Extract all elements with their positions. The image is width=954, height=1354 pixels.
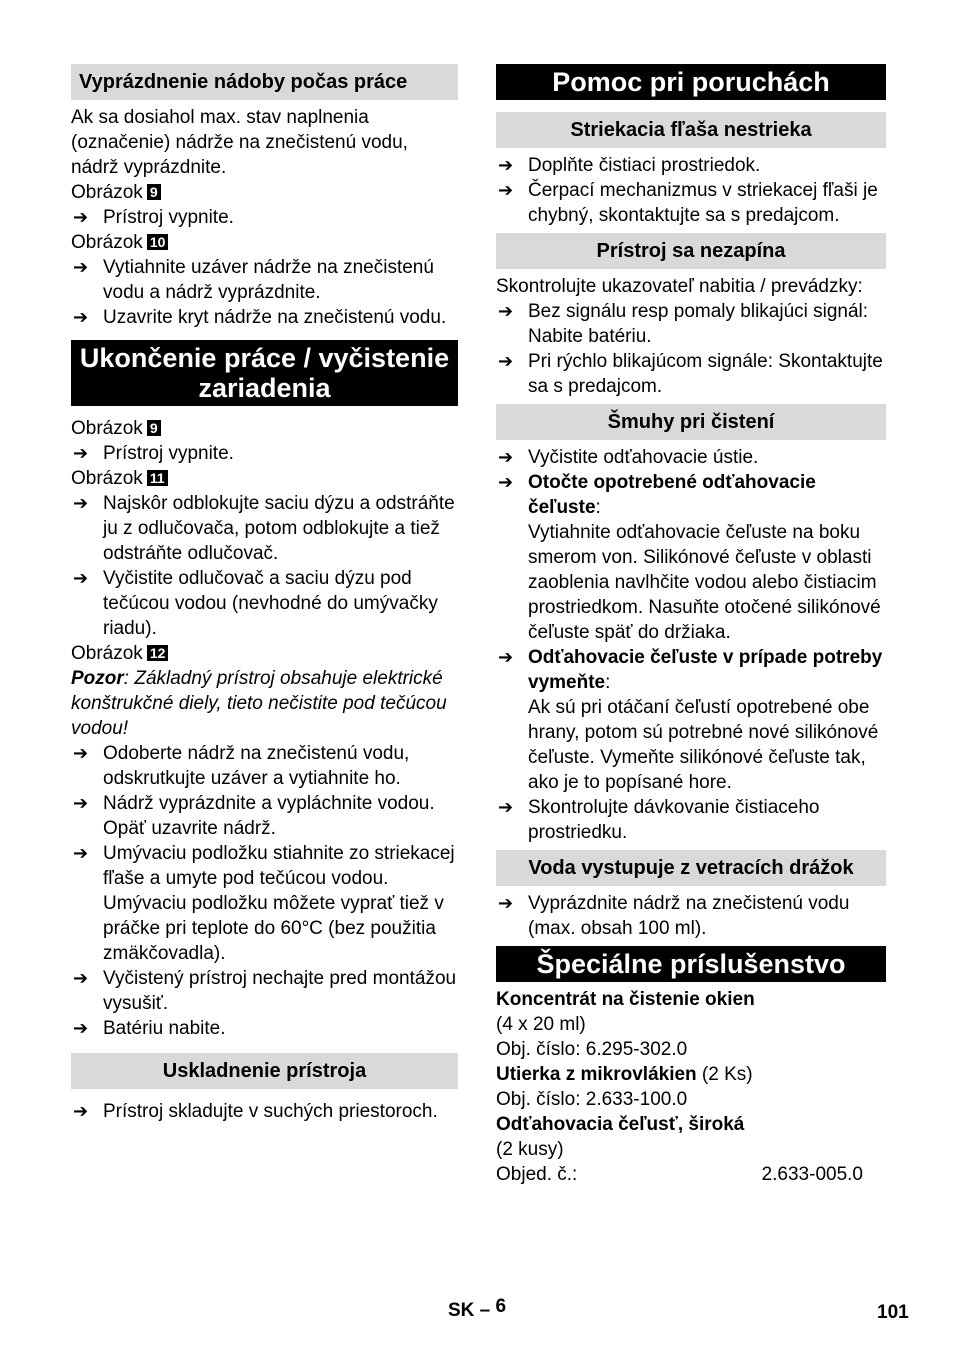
- list-item: ➔ Pri rýchlo blikajúcom signále: Skontaktujte sa s predajcom.: [498, 351, 883, 397]
- right-column: [496, 64, 886, 1187]
- figure-ref-12: Obrázok 12: [71, 641, 458, 666]
- arrow-right-icon: ➔: [498, 893, 514, 913]
- arrow-right-icon: ➔: [73, 843, 89, 863]
- arrow-right-icon: ➔: [73, 257, 89, 277]
- arrow-right-icon: ➔: [73, 207, 89, 227]
- heading-device-no-start: Prístroj sa nezapína: [496, 233, 886, 269]
- accessory-qty: (2 kusy): [496, 1139, 564, 1160]
- list-item: ➔ Umývaciu podložku stiahnite zo striekacej fľaše a umyte pod tečúcou vodou. Umývaciu podložku môžete vyprať tiež v práčke pri teplote do 60°C (bez použitia zmäkčovadla).: [73, 843, 455, 964]
- list-item: ➔ Odoberte nádrž na znečistenú vodu, odskrutkujte uzáver a vytiahnite ho.: [73, 743, 410, 789]
- order-label: Objed. č.:: [496, 1164, 578, 1185]
- list-item: ➔ Uzavrite kryt nádrže na znečistenú vodu.: [73, 307, 447, 328]
- arrow-right-icon: ➔: [73, 793, 89, 813]
- arrow-right-icon: ➔: [73, 307, 89, 327]
- arrow-right-icon: ➔: [73, 493, 89, 513]
- accessory-name: Odťahovacia čeľusť, široká: [496, 1114, 745, 1135]
- list-item: ➔ Skontrolujte dávkovanie čistiaceho prostriedku.: [498, 797, 820, 843]
- figure-ref-10: Obrázok 10: [71, 230, 458, 255]
- list-item: ➔ Bez signálu resp pomaly blikajúci signál: Nabite batériu.: [498, 301, 869, 347]
- heading-streaks: Šmuhy pri čistení: [496, 404, 886, 440]
- arrow-right-icon: ➔: [73, 1018, 89, 1038]
- list-item: ➔ Vyprázdnite nádrž na znečistenú vodu (max. obsah 100 ml).: [498, 893, 850, 939]
- arrow-right-icon: ➔: [73, 568, 89, 588]
- arrow-right-icon: ➔: [73, 968, 89, 988]
- arrow-right-icon: ➔: [498, 155, 514, 175]
- heading-spray-bottle: Striekacia fľaša nestrieka: [496, 112, 886, 148]
- warning-note: Pozor: Základný prístroj obsahuje elektrické konštrukčné diely, tieto nečistite pod tečúcou vodou!: [71, 668, 447, 739]
- heading-troubleshooting: Pomoc pri poruchách: [496, 64, 886, 100]
- left-column: [71, 64, 458, 1124]
- list-item: ➔ Najskôr odblokujte saciu dýzu a odstráňte ju z odlučovača, potom odblokujte a tiež odstráňte odlučovač.: [73, 493, 455, 564]
- accessory-name-line: Utierka z mikrovlákien (2 Ks): [496, 1064, 753, 1085]
- arrow-right-icon: ➔: [73, 743, 89, 763]
- list-item: ➔ Vyčistený prístroj nechajte pred montážou vysušiť.: [73, 968, 457, 1014]
- list-item: ➔ Prístroj vypnite.: [73, 443, 234, 464]
- accessory-order-no: Obj. číslo: 6.295-302.0: [496, 1039, 688, 1060]
- heading-finish-work: Ukončenie práce / vyčistenie zariadenia: [71, 340, 458, 406]
- arrow-right-icon: ➔: [498, 647, 514, 667]
- arrow-right-icon: ➔: [498, 351, 514, 371]
- footer-section-label: SK – 6: [448, 1296, 507, 1321]
- arrow-right-icon: ➔: [498, 472, 514, 492]
- list-item: ➔ Prístroj skladujte v suchých priestoroch.: [73, 1101, 438, 1122]
- list-item: ➔ Vyčistite odťahovacie ústie.: [498, 447, 759, 468]
- heading-water-leak: Voda vystupuje z vetracích drážok: [496, 850, 886, 886]
- arrow-right-icon: ➔: [498, 447, 514, 467]
- arrow-right-icon: ➔: [498, 797, 514, 817]
- arrow-right-icon: ➔: [73, 443, 89, 463]
- accessory-qty: (4 x 20 ml): [496, 1014, 586, 1035]
- figure-ref-9: Obrázok 9: [71, 416, 458, 441]
- accessory-order-no: Obj. číslo: 2.633-100.0: [496, 1089, 688, 1110]
- list-item: ➔ Prístroj vypnite.: [73, 207, 234, 228]
- order-number: 2.633-005.0: [761, 1164, 863, 1185]
- figure-ref-11: Obrázok 11: [71, 466, 458, 491]
- heading-empty-container: Vyprázdnenie nádoby počas práce: [71, 64, 458, 100]
- noswitch-intro: Skontrolujte ukazovateľ nabitia / prevádzky:: [496, 276, 863, 297]
- arrow-right-icon: ➔: [498, 180, 514, 200]
- list-item: ➔ Čerpací mechanizmus v striekacej fľaši je chybný, skontaktujte sa s predajcom.: [498, 180, 878, 226]
- list-item: ➔ Vytiahnite uzáver nádrže na znečistenú vodu a nádrž vyprázdnite.: [73, 257, 434, 303]
- figure-ref-9: Obrázok 9: [71, 180, 458, 205]
- arrow-right-icon: ➔: [73, 1101, 89, 1121]
- list-item: ➔ Doplňte čistiaci prostriedok.: [498, 155, 761, 176]
- arrow-right-icon: ➔: [498, 301, 514, 321]
- heading-accessories: Špeciálne príslušenstvo: [496, 946, 886, 982]
- list-item: ➔ Odťahovacie čeľuste v prípade potreby vymeňte: Ak sú pri otáčaní čeľustí opotrebené obe hrany, potom sú potrebné nové silikónové čeľuste. Vymeňte silikónové čeľuste tak, ako je to popísané hore.: [498, 647, 883, 793]
- page-number: 101: [877, 1302, 909, 1323]
- list-item: ➔ Otočte opotrebené odťahovacie čeľuste: Vytiahnite odťahovacie čeľuste na boku smerom von. Silikónové čeľuste v oblasti zaoblenia navlhčite vodou alebo čistiacim prostriedkom. Nasuňte otočené silikónové čeľuste späť do držiaka.: [498, 472, 881, 643]
- accessory-name: Koncentrát na čistenie okien: [496, 989, 755, 1010]
- list-item: ➔ Batériu nabite.: [73, 1018, 226, 1039]
- empty-intro: Ak sa dosiahol max. stav naplnenia (označenie) nádrže na znečistenú vodu, nádrž vyprázdnite.: [71, 107, 408, 178]
- list-item: ➔ Nádrž vyprázdnite a vypláchnite vodou. Opäť uzavrite nádrž.: [73, 793, 435, 839]
- heading-storage: Uskladnenie prístroja: [71, 1053, 458, 1089]
- list-item: ➔ Vyčistite odlučovač a saciu dýzu pod tečúcou vodou (nevhodné do umývačky riadu).: [73, 568, 438, 639]
- accessory-order-row: [496, 1162, 863, 1187]
